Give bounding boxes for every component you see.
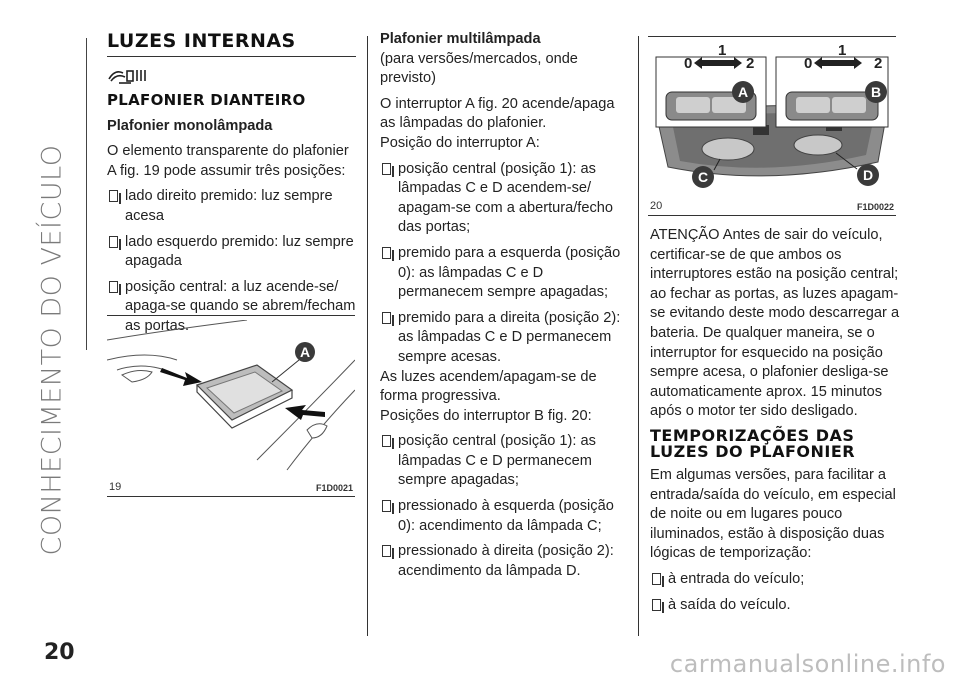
list-item: à entrada do veículo; [650,570,900,590]
label-d: D [862,167,874,183]
list-item: à saída do veículo. [650,596,900,616]
bullet-icon [382,312,391,324]
column-1 [107,30,356,337]
bullet-icon [382,163,391,175]
figure-code: F1D0022 [856,202,894,212]
front-dome-light-illustration [107,320,355,480]
label-b: B [870,84,882,100]
list-item: premido para a esquerda (posição 0): as lâmpadas C e D permanecem sempre apagadas; [380,244,630,303]
bullet-icon [652,599,661,611]
multi-lamp-dome-light-illustration [648,37,896,197]
position-1-label: 1 [838,42,847,59]
bullet-icon [109,236,118,248]
position-2-label: 2 [874,55,883,72]
list-item: pressionado à esquerda (posição 0): acendimento da lâmpada C; [380,497,630,536]
heading-note: (para versões/mercados, onde previsto) [380,50,578,87]
subsection-title-plafonier-dianteiro: PLAFONIER DIANTEIRO [107,91,306,109]
position-1-label: 1 [718,42,727,59]
paragraph: Posição do interruptor A: [380,134,540,151]
list-item: posição central (posição 1): as lâmpadas C e D permanecem sempre apagadas; [380,432,630,491]
bullet-icon [382,500,391,512]
watermark: carmanualsonline.info [669,650,946,678]
paragraph: O interruptor A fig. 20 acende/apaga as lâmpadas do plafonier. [380,95,615,132]
bullet-icon [382,435,391,447]
section-title-luzes-internas: LUZES INTERNAS [107,30,296,52]
page-number: 20 [44,640,75,665]
chapter-title-vertical: CONHECIMENTO DO VEÍCULO [36,144,68,556]
label-a: A [737,84,749,100]
paragraph: Em algumas versões, para facilitar a entrada/saída do veículo, em especial de noite ou em lugares pouco iluminados, estão à disposição duas lógicas de temporização: [650,466,896,562]
list-item: lado esquerdo premido: luz sempre apagada [107,233,356,272]
figure-20 [648,36,896,216]
list-item: posição central (posição 1): as lâmpadas C e D acendem-se/ apagam-se com a abertura/fecho das portas; [380,160,630,238]
bullet-icon [382,545,391,557]
column-divider-1 [367,36,368,636]
figure-19 [107,315,355,497]
bullet-icon [382,247,391,259]
figure-number: 19 [109,481,122,493]
heading-multilampada: Plafonier multilâmpada [380,31,541,47]
label-c: C [697,169,709,185]
column-3 [650,226,900,615]
position-0-label: 0 [684,55,693,72]
warning-paragraph: ATENÇÃO Antes de sair do veículo, certificar-se de que ambos os interruptores estão na posição central; ao fechar as portas, as luzes apagam-se evitando deste modo descarregar a bateria. De qualquer maneira, se o interruptor for esquecido na posição sempre acesa, o plafonier desliga-se automaticamente aprox. 15 minutos após o motor ter sido desligado. [650,227,900,420]
label-a: A [299,344,311,360]
sub-heading: Plafonier monolâmpada [107,117,273,134]
section-title-temporizacoes: TEMPORIZAÇÕES DAS LUZES DO PLAFONIER [650,425,856,461]
paragraph: Posições do interruptor B fig. 20: [380,407,592,424]
position-0-label: 0 [804,55,813,72]
position-2-label: 2 [746,55,755,72]
list-item: lado direito premido: luz sempre acesa [107,187,356,226]
list-item: premido para a direita (posição 2): as lâmpadas C e D permanecem sempre acesas. [380,309,630,368]
column-2 [380,30,630,581]
list-item: pressionado à direita (posição 2): acendimento da lâmpada D. [380,542,630,581]
section-title-rule [107,56,356,57]
bullet-icon [109,190,118,202]
sidebar-divider [86,38,87,350]
paragraph: As luzes acendem/apagam-se de forma progressiva. [380,368,597,405]
bullet-icon [652,573,661,585]
interior-light-icon [107,65,356,87]
list-item: posição central: a luz acende-se/ apaga-se quando se abrem/fecham as portas. [107,278,356,337]
figure-number: 20 [650,200,663,212]
figure-code: F1D0021 [315,483,353,493]
intro-paragraph: O elemento transparente do plafonier A fig. 19 pode assumir três posições: [107,143,349,179]
bullet-icon [109,281,118,293]
column-divider-2 [638,36,639,636]
